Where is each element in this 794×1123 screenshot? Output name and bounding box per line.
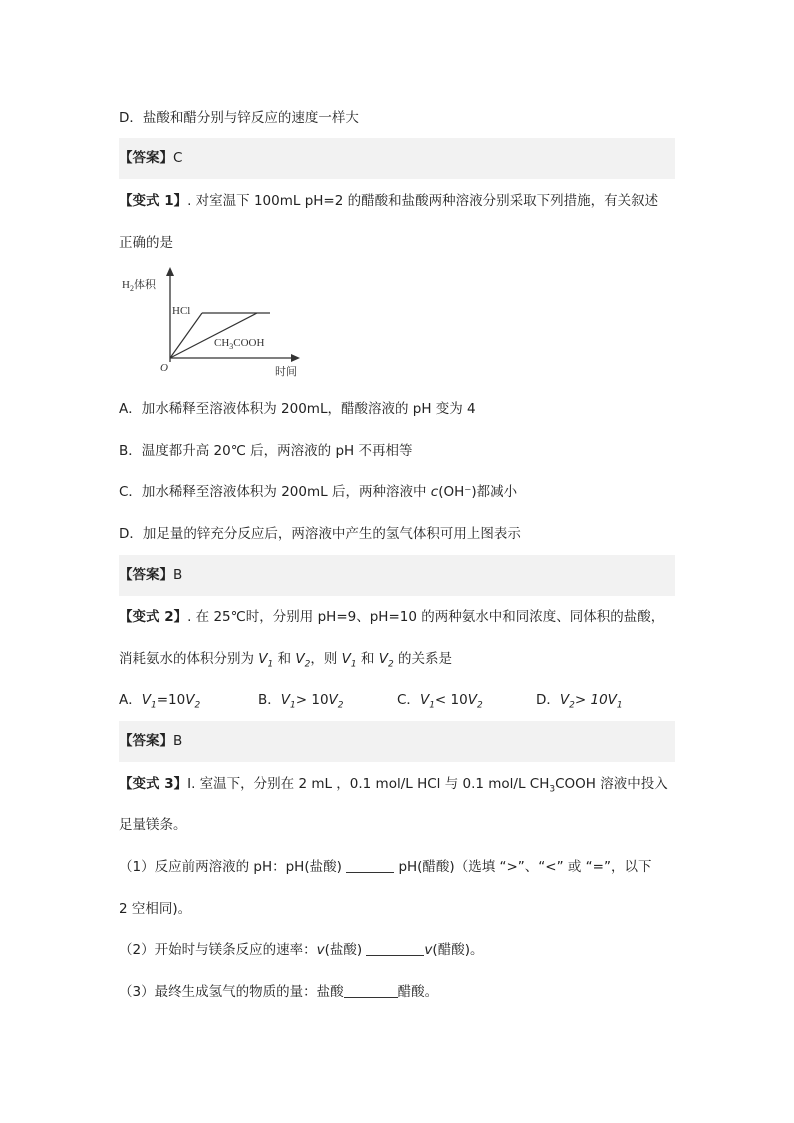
- variant-3-stem: 【变式 3】I. 室温下，分别在 2 mL ，0.1 mol/L HCl 与 0.1 mol/L $CH_3COOH$ 溶液中投入: [119, 776, 668, 795]
- answer-blank[interactable]: [344, 983, 398, 998]
- answer-blank[interactable]: [366, 941, 424, 956]
- answer-band-1: [119, 138, 675, 179]
- variant-1-option-b: B．温度都升高 20℃ 后，两溶液的 pH 不再相等: [119, 443, 413, 459]
- variant-1-option-d: D．加足量的锌充分反应后，两溶液中产生的氢气体积可用上图表示: [119, 526, 521, 542]
- variant-3-q2: （2）开始时与镁条反应的速率：v(盐酸) v(醋酸)。: [119, 942, 484, 958]
- variant-3-q1: （1）反应前两溶液的 pH：pH(盐酸) pH(醋酸)（选填 “>”、“<” 或 “=”，以下: [119, 859, 652, 875]
- ch3cooh-curve: [170, 313, 257, 358]
- hcl-label: HCl: [172, 305, 191, 317]
- ch3cooh-label: $CH_3COOH$: [214, 337, 265, 351]
- variant-1-option-c: C．加水稀释至溶液体积为 200mL 后，两种溶液中 c(OH⁻)都减小: [119, 484, 518, 500]
- x-axis-label: 时间: [275, 366, 297, 378]
- answer-label: 【答案】B: [119, 733, 183, 749]
- variant-2-option-c: C．$V_1< 10V_2$: [397, 692, 483, 711]
- variant-1-stem-2: 正确的是: [119, 235, 173, 251]
- variant-3-stem-2: 足量镁条。: [119, 817, 187, 833]
- y-axis-label: $H_2$体积: [122, 279, 156, 293]
- answer-label: 【答案】C: [119, 150, 183, 166]
- answer-band-3: [119, 721, 675, 762]
- origin-label: O: [160, 362, 168, 374]
- variant-2-stem: 【变式 2】. 在 25℃时，分别用 pH=9、pH=10 的两种氨水中和同浓度、同体积的盐酸，: [119, 609, 665, 625]
- variant-1-stem: 【变式 1】. 对室温下 100mL pH=2 的醋酸和盐酸两种溶液分别采取下列措施，有关叙述: [119, 193, 659, 209]
- variant-2-stem-2: 消耗氨水的体积分别为 $V_1$ 和 $V_2$，则 $V_1$ 和 $V_2$ 的关系是: [119, 651, 453, 670]
- answer-blank[interactable]: [346, 858, 394, 873]
- variant-2-option-a: A．$V_1=10V_2$: [119, 692, 201, 711]
- variant-3-q3: （3）最终生成氢气的物质的量：盐酸 醋酸。: [119, 984, 439, 1000]
- variant-2-option-b: B．$V_1> 10V_2$: [258, 692, 344, 711]
- option-d-prev: D．盐酸和醋分别与锌反应的速度一样大: [119, 110, 359, 126]
- h2-volume-graph: [118, 262, 308, 380]
- variant-2-options: [119, 690, 675, 710]
- answer-label: 【答案】B: [119, 567, 183, 583]
- variant-3-q1-cont: 2 空相同)。: [119, 901, 192, 917]
- variant-2-option-d: D．$V_2> 10V_1$: [536, 692, 623, 711]
- hcl-curve: [170, 313, 202, 358]
- variant-1-option-a: A．加水稀释至溶液体积为 200mL，醋酸溶液的 pH 变为 4: [119, 401, 476, 417]
- answer-band-2: [119, 555, 675, 596]
